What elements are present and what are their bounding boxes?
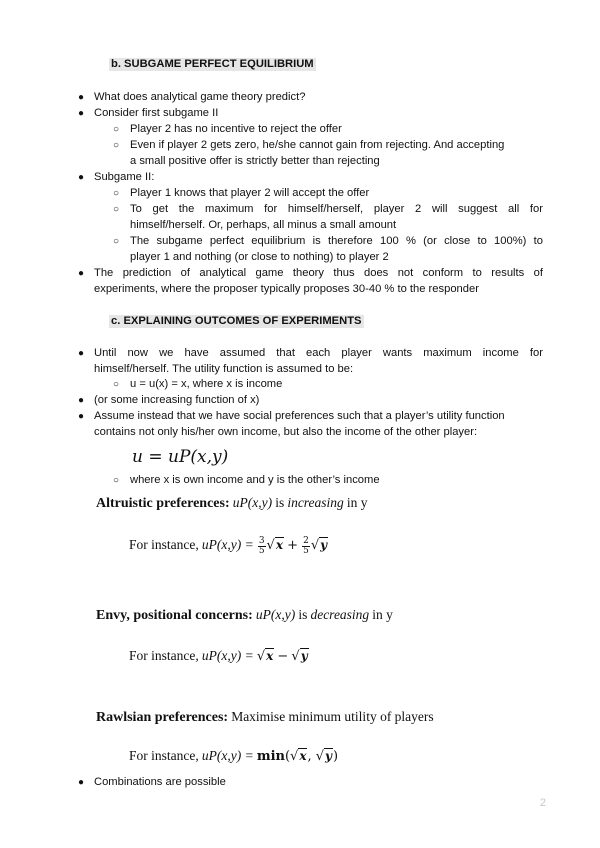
list-item-continued: a small positive offer is strictly better than rejecting <box>130 155 380 167</box>
fraction-two-fifths <box>302 537 310 556</box>
list-item-continued: himself/herself. The utility function is assumed to be: <box>94 363 354 375</box>
altruistic-heading <box>96 494 368 513</box>
rawlsian-desc: Maximise minimum utility of players <box>231 709 434 724</box>
fraction-numerator: 2 <box>303 535 309 546</box>
example-func: uP(x,y) = <box>201 648 254 663</box>
sub-bullet-icon: ○ <box>112 124 120 135</box>
envy-func: uP(x,y) <box>255 607 296 622</box>
utility-formula: u = uP(x,y) <box>132 447 229 467</box>
bullet-icon: ● <box>77 411 85 422</box>
rawlsian-heading <box>96 708 434 727</box>
list-item: Subgame II: <box>94 171 155 183</box>
list-item: Player 2 has no incentive to reject the offer <box>130 123 342 135</box>
list-item: Combinations are possible <box>94 776 226 788</box>
envy-is: is <box>298 607 308 622</box>
example-func: uP(x,y) = <box>201 748 254 763</box>
bullet-icon: ● <box>77 777 85 788</box>
page-number: 2 <box>539 797 546 809</box>
sqrt-y: √y <box>310 538 328 553</box>
bullet-icon: ● <box>77 108 85 119</box>
list-item: Until now we have assumed that each player wants maximum income for <box>94 347 543 359</box>
altruistic-func: uP(x,y) <box>232 495 273 510</box>
altruistic-title: Altruistic preferences: <box>96 496 230 511</box>
for-instance-label: For instance, <box>129 748 199 763</box>
fraction-denominator: 5 <box>303 545 309 556</box>
sub-bullet-icon: ○ <box>112 379 120 390</box>
list-item: Even if player 2 gets zero, he/she cannot gain from rejecting. And accepting <box>130 139 505 151</box>
section-c-heading: c. EXPLAINING OUTCOMES OF EXPERIMENTS <box>111 315 362 327</box>
for-instance-label: For instance, <box>129 537 199 552</box>
list-item: What does analytical game theory predict? <box>94 91 306 103</box>
bullet-icon: ● <box>77 92 85 103</box>
rawlsian-title: Rawlsian preferences: <box>96 710 229 725</box>
list-item: The prediction of analytical game theory thus does not conform to results of <box>94 267 543 279</box>
list-item-continued: contains not only his/her own income, but also the income of the other player: <box>94 426 478 438</box>
sqrt-x: √x <box>266 538 283 553</box>
list-item: (or some increasing function of x) <box>94 394 260 406</box>
sub-bullet-icon: ○ <box>112 188 120 199</box>
sub-bullet-icon: ○ <box>112 204 120 215</box>
for-instance-label: For instance, <box>129 648 199 663</box>
altruistic-is: is <box>275 495 285 510</box>
rawlsian-example: For instance, uP(x,y) = min(√x, √y) <box>129 748 339 764</box>
list-item: Assume instead that we have social preferences such that a player’s utility function <box>94 410 505 422</box>
sqrt-y: √y <box>291 649 308 664</box>
list-item: The subgame perfect equilibrium is therefore 100 % (or close to 100%) to <box>130 235 543 247</box>
altruistic-trend: increasing <box>287 495 344 510</box>
bullet-icon: ● <box>77 348 85 359</box>
list-item-continued: player 1 and nothing (or close to nothing) to player 2 <box>130 251 389 263</box>
fraction-numerator: 3 <box>258 535 265 546</box>
bullet-icon: ● <box>77 395 85 406</box>
envy-trend: decreasing <box>310 607 370 622</box>
envy-title: Envy, positional concerns: <box>96 608 253 623</box>
list-item-continued: experiments, where the proposer typically proposes 30-40 % to the responder <box>94 283 479 295</box>
list-item: Player 1 knows that player 2 will accept the offer <box>130 187 370 199</box>
sqrt-x: √x <box>256 649 274 664</box>
altruistic-example: For instance, uP(x,y) = $\frac{3}{5}$ √x + $\frac{2}{5}$ √y <box>129 535 328 556</box>
example-func: uP(x,y) = <box>201 537 254 552</box>
envy-in-y: in y <box>372 607 393 622</box>
list-item: Consider first subgame II <box>94 107 219 119</box>
list-item-continued: himself/herself. Or, perhaps, all minus a small amount <box>130 219 397 231</box>
sub-bullet-icon: ○ <box>112 140 120 151</box>
envy-heading <box>96 606 393 625</box>
envy-example: For instance, uP(x,y) = √x − √y <box>129 648 308 664</box>
list-item: To get the maximum for himself/herself, player 2 will suggest all for <box>130 203 543 215</box>
fraction-three-fifths <box>258 537 266 556</box>
fraction-denominator: 5 <box>258 545 265 556</box>
list-item: where x is own income and y is the other’s income <box>130 474 380 486</box>
altruistic-in-y: in y <box>346 495 368 510</box>
sub-bullet-icon: ○ <box>112 236 120 247</box>
bullet-icon: ● <box>77 172 85 183</box>
section-b-heading: b. SUBGAME PERFECT EQUILIBRIUM <box>111 58 314 70</box>
sub-bullet-icon: ○ <box>112 475 120 486</box>
list-item: u = u(x) = x, where x is income <box>130 378 283 390</box>
min-function: min <box>256 749 285 764</box>
bullet-icon: ● <box>77 268 85 279</box>
